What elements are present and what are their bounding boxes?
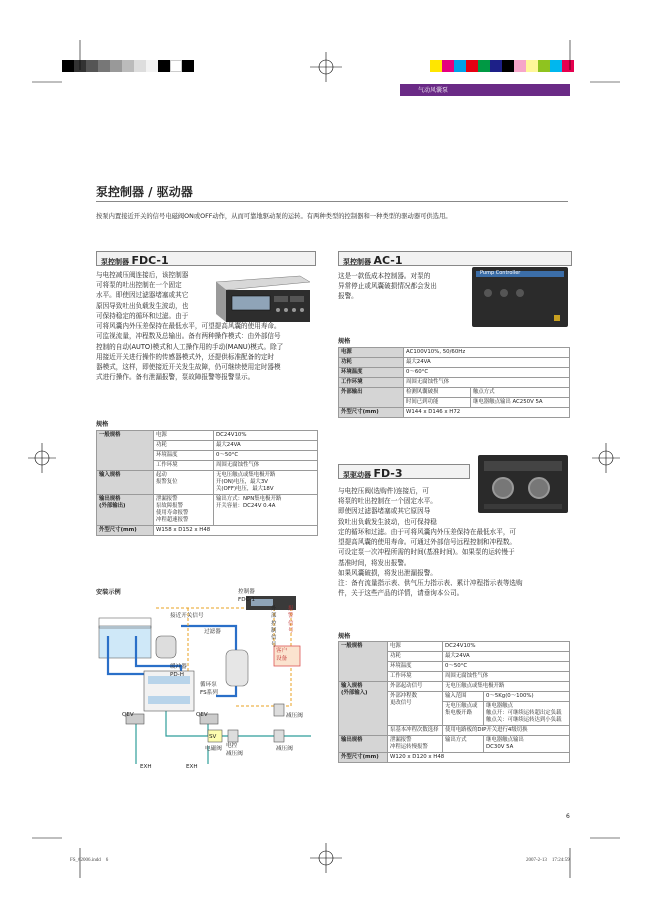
install-customer-label: 客户 设备 bbox=[276, 648, 288, 662]
install-pump-label: 循环泵 FS系列 bbox=[200, 682, 218, 696]
ac1-line: 这是一款低成本控制器。对泵的 bbox=[338, 272, 431, 280]
spec-key: 泄漏报警 冲程运转慢报警 bbox=[388, 736, 443, 753]
spec-value: 周围无腐蚀性气体 bbox=[214, 461, 318, 471]
spec-key: 工作环境 bbox=[388, 672, 443, 682]
ac1-header-big: AC-1 bbox=[373, 254, 403, 267]
install-damper-label: 缓冲器 PD-H bbox=[170, 664, 187, 678]
fd3-description bbox=[338, 486, 570, 598]
fdc1-header bbox=[96, 251, 316, 266]
spec-key: 输出方式 bbox=[443, 736, 484, 753]
spec-value: 周围无腐蚀性气体 bbox=[443, 672, 570, 682]
spec-key: 外部冲程数 更改信号 bbox=[388, 692, 443, 726]
spec-key: 泄漏报警 泵故障报警 使用寿命报警 冲程超速报警 bbox=[154, 495, 214, 526]
spec-key: 功耗 bbox=[339, 358, 404, 368]
install-proximity-label: 接近开关信号 bbox=[170, 613, 204, 619]
spec-key: 环境温度 bbox=[154, 451, 214, 461]
spec-value: 最大24VA bbox=[443, 652, 570, 662]
spec-group: 外型尺寸(mm) bbox=[339, 753, 388, 763]
ac1-product-photo bbox=[472, 267, 568, 327]
spec-value: 周围无腐蚀性气体 bbox=[404, 378, 570, 388]
spec-key: 电源 bbox=[339, 348, 404, 358]
spec-key: 无电压触点或集电极开路 bbox=[443, 702, 484, 726]
install-exh-2: EXH bbox=[186, 764, 198, 770]
ac1-description bbox=[338, 271, 466, 302]
fdc1-line: 原因导致吐出负载发生波动，也 bbox=[96, 301, 189, 310]
spec-key: 功耗 bbox=[388, 652, 443, 662]
spec-group: 一般规格 bbox=[339, 642, 388, 682]
fd3-line: 件，关于这些产品的详情，请垂询本公司。 bbox=[338, 589, 464, 598]
fd3-line: 可设定泵一次冲程所需的时间(基准时间)。如果泵的运转慢于 bbox=[338, 548, 515, 557]
fdc1-line: 可监视流量，冲程数及总输出。备有两种操作模式：由外部信号 bbox=[96, 332, 281, 341]
title-underline bbox=[96, 201, 568, 202]
ac1-device-label: Pump Controller bbox=[480, 270, 521, 276]
fd3-spec-title: 规格 bbox=[338, 633, 351, 640]
fd3-line: 定的循环和过滤。由于可将风囊内外压差保持在最低水平，可 bbox=[338, 527, 517, 536]
page-number: 6 bbox=[566, 813, 570, 820]
fdc1-product-photo bbox=[212, 272, 312, 324]
install-title: 安装示例 bbox=[96, 589, 121, 596]
spec-value: 继电器触点输出 DC30V 5A bbox=[484, 736, 570, 753]
fdc1-line: 可将泵的吐出控制在一个固定 bbox=[96, 281, 182, 290]
fdc1-line: 水平。即使因过滤器堵塞或其它 bbox=[96, 291, 189, 300]
spec-value: 无电压触点或集电极开路 开(ON)电压，最大3V 关(OFF)电压，最大18V bbox=[214, 471, 318, 495]
spec-value: 继电器触点 触点开：可继续运转超出定负载 触点关：可继续运转达到小负载 bbox=[484, 702, 570, 726]
spec-group: 输入规格 bbox=[97, 471, 154, 495]
spec-key: 环境温度 bbox=[339, 368, 404, 378]
intro-text: 按泵内置接近开关的信号电磁阀ON或OFF动作，从而可靠地驱动泵的运转。有两种类型的控制器和一种类型的驱动器可供选用。 bbox=[96, 213, 452, 220]
spec-value: 0～50°C bbox=[443, 662, 570, 672]
ac1-header bbox=[338, 251, 572, 266]
install-qev-2: QEV bbox=[196, 712, 208, 718]
fd3-line: 与电控压阀(选购件)连接后，可 bbox=[338, 487, 429, 495]
spec-key: 起动 报警复位 bbox=[154, 471, 214, 495]
install-reg-2: 减压阀 bbox=[276, 746, 293, 752]
spec-value: 0～60°C bbox=[404, 368, 570, 378]
install-reg-1: 减压阀 bbox=[286, 713, 303, 719]
fdc1-line: 用接近开关进行操作的传感器模式外，还提供标准配备的定时 bbox=[96, 352, 275, 361]
spec-value: AC100V10%, 50/60Hz bbox=[404, 348, 570, 358]
spec-value: 最大24VA bbox=[214, 441, 318, 451]
fd3-spec-table bbox=[338, 641, 570, 763]
spec-value: 最大24VA bbox=[404, 358, 570, 368]
install-qev-1: QEV bbox=[122, 712, 134, 718]
spec-value: W144 x D146 x H72 bbox=[404, 408, 570, 418]
install-controller-label: 控制器 FDC-1 bbox=[238, 589, 256, 603]
spec-value: W158 x D152 x H48 bbox=[154, 526, 318, 536]
ac1-header-small: 泵控制器 bbox=[343, 258, 371, 266]
spec-key: 检测风囊破损 bbox=[404, 388, 471, 398]
spec-key: 输入范围 bbox=[443, 692, 484, 702]
spec-value: 输出方式：NPN集电极开路 开关容量：DC24V 0.4A bbox=[214, 495, 318, 526]
fdc1-line: 器模式，这样，即使接近开关发生故障，仍可继续使用定时器模 bbox=[96, 362, 281, 371]
spec-key: 外型尺寸(mm) bbox=[339, 408, 404, 418]
ac1-line: 报警。 bbox=[338, 292, 358, 301]
fd3-header bbox=[338, 464, 470, 479]
fdc1-spec-table bbox=[96, 430, 318, 536]
ac1-spec-title: 规格 bbox=[338, 338, 351, 345]
fd3-line: 注：备有流量指示表、供气压力指示表、累计冲程指示表等选购 bbox=[338, 578, 523, 587]
spec-value: 触点方式 bbox=[471, 388, 570, 398]
fd3-header-big: FD-3 bbox=[373, 467, 403, 480]
fdc1-spec-title: 规格 bbox=[96, 421, 109, 428]
fdc1-line: 可保持稳定的循环和过滤。由于 bbox=[96, 311, 189, 320]
footer-right: 2007-2-13 17:24:59 bbox=[526, 858, 570, 863]
spec-value: 无电压触点或集电极开路 bbox=[443, 682, 570, 692]
fdc1-header-small: 泵控制器 bbox=[101, 258, 129, 266]
spec-group: 外部输出 bbox=[339, 388, 404, 408]
footer-left: FS_#2006.indd 6 bbox=[70, 858, 109, 863]
ac1-line: 异常停止或风囊破损情况都会发出 bbox=[338, 282, 437, 291]
spec-value: 0～50°C bbox=[214, 451, 318, 461]
spec-group: 一般规格 bbox=[97, 431, 154, 471]
spec-value: 继电器触点输出 AC250V 5A bbox=[471, 398, 570, 408]
spec-key: 时间已到功能 bbox=[404, 398, 471, 408]
install-filter-label: 过滤器 bbox=[204, 629, 221, 635]
spec-key: 泵基本冲程次数选择 bbox=[388, 726, 443, 736]
fdc1-line: 式进行操作。备有泄漏报警，泵故障报警等报警显示。 bbox=[96, 373, 255, 382]
spec-key: 电源 bbox=[388, 642, 443, 652]
fd3-line: 即使因过滤器堵塞或其它原因导 bbox=[338, 507, 431, 516]
spec-group: 输出规格 (外部输出) bbox=[97, 495, 154, 526]
page-title: 泵控制器 / 驱动器 bbox=[96, 185, 193, 199]
fd3-line: 将泵的吐出控制在一个固定水平。 bbox=[338, 497, 437, 506]
top-banner-label: 气动风囊泵 bbox=[418, 87, 449, 94]
spec-key: 工作环境 bbox=[339, 378, 404, 388]
spec-key: 环境温度 bbox=[388, 662, 443, 672]
fd3-line: 致吐出负载发生波动，也可保持稳 bbox=[338, 517, 437, 526]
spec-key: 工作环境 bbox=[154, 461, 214, 471]
spec-value: 0～5Kg(0～100%) bbox=[484, 692, 570, 702]
fd3-line: 基准时间，将发出报警。 bbox=[338, 558, 411, 567]
install-signal-ext: 外部控制信号 bbox=[271, 606, 277, 649]
spec-value: DC24V10% bbox=[443, 642, 570, 652]
ac1-spec-table bbox=[338, 347, 570, 418]
fd3-line: 如果风囊破损，将发出泄漏报警。 bbox=[338, 568, 437, 577]
spec-key: 功耗 bbox=[154, 441, 214, 451]
install-exh-1: EXH bbox=[140, 764, 152, 770]
install-signal-alarm: 报警信号 bbox=[288, 606, 294, 634]
spec-value: 使用电路板的DIP开关进行4级切换 bbox=[443, 726, 570, 736]
install-epv-label: 电控 减压阀 bbox=[226, 743, 243, 757]
spec-value: W120 x D120 x H48 bbox=[388, 753, 570, 763]
spec-key: 电源 bbox=[154, 431, 214, 441]
fdc1-line: 可将风囊内外压差保持在最低水平，可望提高风囊的使用寿命。 bbox=[96, 322, 281, 331]
fd3-line: 望提高风囊的使用寿命。可通过外部信号远程控制和冲程数。 bbox=[338, 538, 517, 547]
spec-group: 外型尺寸(mm) bbox=[97, 526, 154, 536]
fd3-header-small: 泵驱动器 bbox=[343, 471, 371, 479]
fdc1-line: 与电控减压阀连接后，该控制器 bbox=[96, 271, 189, 279]
fdc1-line: 控制的自动(AUTO)模式和人工操作用的手动(MANU)模式。除了 bbox=[96, 342, 284, 351]
install-sv: SV bbox=[209, 734, 217, 740]
spec-group: 输入规格 (外部输入) bbox=[339, 682, 388, 736]
spec-value: DC24V10% bbox=[214, 431, 318, 441]
fdc1-header-big: FDC-1 bbox=[131, 254, 169, 267]
top-banner bbox=[400, 84, 570, 96]
install-solenoid-label: 电磁阀 bbox=[205, 746, 222, 752]
spec-key: 外部起动信号 bbox=[388, 682, 443, 692]
spec-group: 输出规格 bbox=[339, 736, 388, 753]
